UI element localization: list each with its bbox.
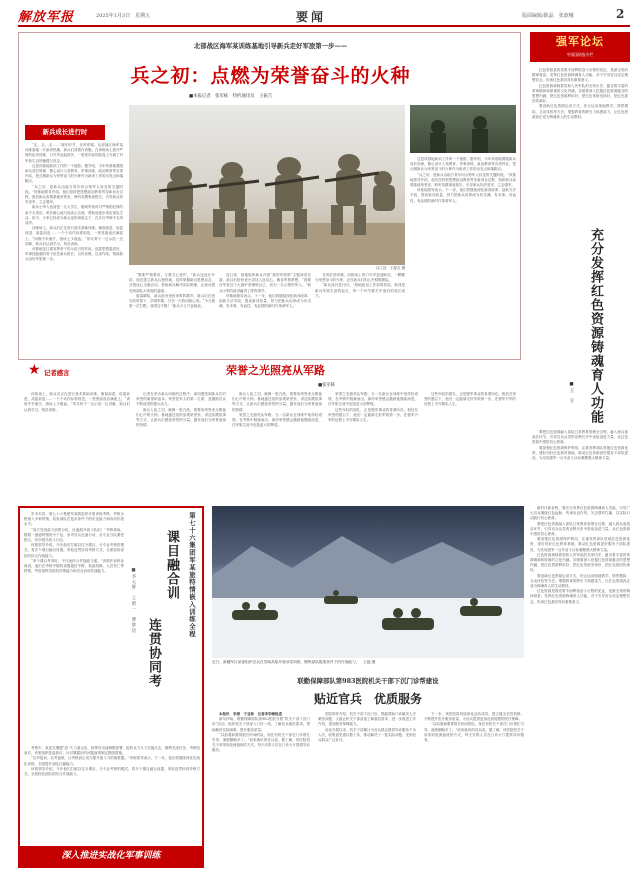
feature-p3: 新兵入伍之初，就像一张白纸，需要用荣誉来点燃他们心中的火种。基地通过组织参观荣誉室、讲述英模故事等方式，让新兵们感受荣誉的分量，激发他们为荣誉而战的热情。 — [232, 392, 322, 412]
lead-c3-p1: 连日来，基地组织新兵开展“我的军旅梦”主题演讲比赛，新兵们纷纷登台讲述入伍初心，畅谈军旅梦想。“我要在军营这个大熔炉里锤炼自己，成为一名合格的军人。”新兵小张的演讲赢得了阵阵掌声。 — [219, 273, 311, 293]
article3-col-3 — [424, 712, 524, 862]
news2-p3: 该旅领导介绍，今年他们打破以往分课目、分专业考核的模式，将多个课目融合设置，采取连贯协同考核方式，全面检验部队的综合作战能力。 — [24, 543, 124, 558]
lead-byline: ■本报记者 张军栋 特约通讯员 王振吉 — [189, 94, 273, 99]
essay-badge-sub: 中国国防报专栏 — [566, 52, 594, 57]
news2-kicker: 第七十六集团军某旅特情嵌入训练全程 — [188, 512, 196, 638]
essay-body-bottom — [532, 430, 628, 500]
masthead-editor: 版面编辑/陈晶 张歆峨 — [522, 13, 574, 19]
news2-col-bottom — [24, 746, 200, 842]
lead-c3-p2: 该基地领导表示，下一步，他们将继续深化新训改革，创新方法手段，提高新训质量，努力把新兵培养成为有灵魂、有本事、有血性、有品德的新时代革命军人。 — [219, 293, 311, 309]
news2-p2: “前方发现敌方侦察分队，迅速展开战斗队形！”考核现场，随着一道道特情指令下达，参考官兵迅速行动，各专业分队紧密配合，有序展开战斗行动。 — [24, 527, 124, 543]
article3 — [212, 672, 524, 868]
masthead-rule — [18, 25, 630, 27]
essay-author: ■王 平 — [569, 382, 574, 405]
essay-continued — [530, 506, 630, 868]
lead-c5-p2: “兵之初，是新兵由地方青年向合格军人转变的关键阶段。”该基地领导介绍，他们坚持把思想政治教育贯穿新训全过程，组织新兵参观基地荣誉室、聆听英模事迹报告，引导新兵知史爱军、立志强军。 — [410, 172, 516, 188]
lead-photo-credit — [129, 266, 405, 271]
lead-col-4 — [315, 273, 405, 357]
snow-caption: 近日，新疆军区某部组织官兵在雪域高原开展冰雪训练，锤炼部队极寒条件下的作战能力。 王越 摄 — [212, 660, 376, 664]
article3-p6: “以前看病要排很长时间的队，现在有机关干部在门诊帮忙引导，流程顺畅多了。”前来就诊的官兵说。据了解，该医院机关干部采取轮流值班的方式，每天安排人员在门诊大厅提供导诊服务。 — [424, 722, 524, 743]
lead-photo-inset-1 — [410, 105, 516, 153]
article3-col-2 — [318, 712, 416, 862]
inset-1-illustration — [410, 105, 516, 153]
feature-kicker-wrap — [28, 364, 110, 382]
snow-photo — [212, 506, 524, 658]
feature-p5: 荣誉之光照亮从军路。当一名新兵在训练中取得好成绩，在考核中脱颖而出，那份荣誉感会激励他继续前进，在军旅生涯中创造更大的辉煌。 — [328, 392, 418, 407]
essay-p5: 要加强红色资源保护利用，注重发挥部队驻地红色资源优势，建好用好红色教育基地，推动红色资源更好服务于部队建设，为实现建军一百年奋斗目标凝聚强大精神力量。 — [532, 445, 628, 461]
news2-p5: 考核中，某连在遭遇“敌”火力袭击后，指挥员迅速调整部署，组织兵力火力实施反击，顺利完成任务。考核结束后，该旅组织复盘检讨，针对暴露出的问题逐项制定整改措施。 — [24, 746, 200, 756]
essay-column — [530, 32, 630, 502]
feature-col-0 — [24, 392, 130, 496]
lead-subhead-label: 新兵成长进行时 — [42, 128, 88, 136]
lead-col-5 — [410, 157, 516, 357]
news2-byline: ■李大辉 王昭一 曹梦洁 — [131, 568, 136, 634]
lead-col-3 — [219, 273, 311, 357]
lead-c4-p1: 北风依旧呼啸，训练场上的口号声更加响亮。一颗颗为荣誉奋斗的火种，正在新兵们的心中熊熊燃烧。 — [315, 273, 405, 283]
article3-p3: 医院领导介绍，机关干部下沉门诊，既能帮助门诊解决人手紧张问题，又能让机关干部直接了解基层需求，进一步改进工作作风，提高服务保障能力。 — [318, 712, 416, 727]
feature-kicker: 记者感言 — [44, 369, 70, 377]
lead-photo-credit-a: 兵之初 — [375, 266, 387, 270]
article3-byline: 本报讯 李清 于亚林 记者李学峰报道 — [219, 712, 282, 716]
news2-bottom-banner-text: 深入推进实战化军事训练 — [61, 851, 161, 861]
feature-col-1 — [136, 392, 226, 496]
news2-p7: 该旅领导介绍，今年他们打破以往分课目、分专业考核的模式，将多个课目融合设置，采取连贯协同考核方式，全面检验部队的综合作战能力。 — [24, 766, 200, 777]
news2-col-right — [24, 512, 124, 742]
lead-c4-p2: “新兵成长进行时。”基地政治工作部领导说，新训是新兵军旅生涯的起点，每一个环节都关乎他们的成长成才。 — [315, 283, 405, 298]
lead-p3b: 该基地还注重发挥骨干的示范引领作用，选拔思想素质好、军事技能强的骨干担任新兵班长，言传身教、以身作则，帮助新兵迈好军旅第一步。 — [25, 247, 123, 262]
essay-title: 充分发挥红色资源铸魂育人功能 — [588, 228, 603, 424]
lead-photo-soldiers — [129, 105, 405, 265]
feature-col-3 — [328, 392, 418, 496]
lead-subhead — [25, 125, 105, 140]
article3-p2: “以前看病要排很长时间的队，现在有机关干部在门诊帮忙引导，流程顺畅多了。”前来就诊的官兵说。据了解，该医院机关干部采取轮流值班的方式，每天安排人员在门诊大厅提供导诊服务。 — [212, 732, 310, 753]
news2-title-b: 连贯协同考 — [146, 618, 161, 688]
essay-p9: 红色资源承载着党和人民军队的光荣历史，蕴含着丰富的革命精神和厚重的文化内涵。各级要深入挖掘红色资源蕴含的思想内涵，把红色资源利用好、把红色传统发扬好、把红色基因传承好。 — [530, 552, 630, 573]
lead-article — [18, 32, 521, 360]
essay-badge-title: 强军论坛 — [556, 35, 604, 48]
essay-p10: 要创新红色资源运用方式，综合运用现地教学、情景模拟、互动体验等方法，增强教育的吸引力和感染力，让红色资源真正成为铸魂育人的生动教材。 — [530, 573, 630, 589]
lead-col-1 — [25, 143, 123, 355]
essay-body-top — [532, 68, 628, 222]
news2-bottom-banner — [20, 846, 202, 866]
feature-p0: 训练场上，新兵们正在进行战术基础训练。匍匐前进、低姿前进、高姿前进……一个个动作标准规范，一张张脸庞沾满泥土。“训练中多流汗，战场上少流血。”带兵骨干一边示范一边讲解，新兵们认真学习、刻苦训练。 — [24, 392, 130, 412]
masthead-date: 2025年1月3日 星期五 — [96, 13, 151, 19]
feature-title: 荣誉之光照亮从军路 — [226, 364, 325, 377]
feature-p2: 新兵入伍之初，就像一张白纸，需要用荣誉来点燃他们心中的火种。基地通过组织参观荣誉室、讲述英模故事等方式，让新兵们感受荣誉的分量，激发他们为荣誉而战的热情。 — [136, 407, 226, 428]
lead-p1: “走，走，走……”凛冬时节，北风呼啸。北部战区海军某训练基地一片新训热潮。新兵们身着作训服，在训练场上展开严格的队列训练，口号声此起彼伏，一张张年轻的脸庞上写满了对军营生活的憧憬与坚定。 — [25, 143, 123, 163]
article3-title: 贴近官兵 优质服务 — [313, 692, 422, 706]
lead-p2b: 训练场上，新兵们正在进行战术基础训练。匍匐前进、低姿前进、高姿前进……一个个动作标准规范，一张张脸庞沾满泥土。“训练中多流汗，战场上少流血。”带兵骨干一边示范一边讲解，新兵们认真学习、刻苦训练。 — [25, 226, 123, 246]
feature-col-4 — [424, 392, 516, 496]
lead-photo-credit-b: 王振吉 摄 — [389, 266, 405, 270]
essay-p11: 红色资源是我党艰辛而辉煌奋斗历程的见证，是最宝贵的精神财富。发挥红色资源铸魂育人功能，对于引导官兵坚定理想信念、传承红色基因具有重要意义。 — [530, 589, 630, 604]
lead-p2: 这是该基地新训工作的一个缩影。据介绍，今年该基地着眼新兵成长规律，精心设计入营教育、军事训练、政治教育等各项内容，把点燃新兵为荣誉奋斗的火种作为新训工作的出发点和落脚点。 — [25, 163, 123, 184]
feature-p7: 这些年轻的面孔，正是强军事业的希望所在。相信在荣誉的感召下，他们一定能够走好军旅第一步，在强军兴军的征程上书写精彩人生。 — [424, 392, 516, 407]
article3-kicker: 联勤保障部队第983医院机关干部下沉门诊帮建设 — [297, 677, 439, 685]
news2-p6: “以考促训、以考促练，让考核真正成为提升战斗力的助推器。”该旅领导表示，下一步，他们将继续深化实战化训练，全面提升部队打赢能力。 — [24, 756, 200, 766]
feature-p1: 记者在采访新兵训练的过程中，深切感受到新兵们对荣誉的渴望和追求。荣誉是军人的第二生命，是激励官兵不断前进的强大动力。 — [136, 392, 226, 407]
lead-c2-p2: 夜幕降临，新兵宿舍里传来阵阵歌声。新兵们在班长的带领下，学唱军歌，分享一天的训练心得。“今天我第一次打靶，成绩还不错！”新兵小王兴奋地说。 — [129, 293, 215, 309]
news2-p1: 岁末年初，第七十六集团军某旅组织年度训练考核，考核全程嵌入多种特情，检验部队在复杂条件下的应变能力和协同作战水平。 — [24, 512, 124, 527]
lead-title: 兵之初：点燃为荣誉奋斗的火种 — [130, 65, 411, 87]
lead-c5-p3: 该基地领导表示，下一步，他们将继续深化新训改革，创新方法手段，提高新训质量，努力把新兵培养成为有灵魂、有本事、有血性、有品德的新时代革命军人。 — [410, 188, 516, 203]
masthead — [18, 6, 630, 24]
feature-author: ■张军栋 — [318, 383, 336, 388]
feature-article — [18, 362, 521, 502]
essay-badge — [530, 32, 630, 62]
feature-p4: 荣誉之光照亮从军路。当一名新兵在训练中取得好成绩，在考核中脱颖而出，那份荣誉感会激励他继续前进，在军旅生涯中创造更大的辉煌。 — [232, 412, 322, 428]
article3-p5: 下一步，该医院将持续深化活动成效，建立健全长效机制，不断提升医疗服务质量，为官兵提供更加优质便捷的医疗保障。 — [424, 712, 524, 722]
essay-p1: 红色资源是我党艰辛而辉煌奋斗历程的见证，是最宝贵的精神财富。发挥红色资源铸魂育人功能，对于引导官兵坚定理想信念、传承红色基因具有重要意义。 — [532, 68, 628, 83]
soldiers-illustration — [129, 105, 405, 265]
article3-col-1 — [212, 712, 310, 862]
lead-kicker: 北部战区海军某训练基地引导新兵走好军旅第一步—— — [193, 42, 348, 50]
snow-illustration — [212, 506, 524, 658]
lead-c5-p1: 这是该基地新训工作的一个缩影。据介绍，今年该基地着眼新兵成长规律，精心设计入营教育、军事训练、政治教育等各项内容，把点燃新兵为荣誉奋斗的火种作为新训工作的出发点和落脚点。 — [410, 157, 516, 172]
essay-p8: 要加强红色资源保护利用，注重发挥部队驻地红色资源优势，建好用好红色教育基地，推动红色资源更好服务于部队建设，为实现建军一百年奋斗目标凝聚强大精神力量。 — [530, 537, 630, 552]
feature-p6: 这些年轻的面孔，正是强军事业的希望所在。相信在荣誉的感召下，他们一定能够走好军旅第一步，在强军兴军的征程上书写精彩人生。 — [328, 407, 418, 423]
lead-p4: 新兵小李入伍前是一名大学生，刚到军营时对严格的纪律约束不太适应。班长耐心地与他谈心交流，帮助他逐步适应部队生活。如今，小李已经成为新兵连的训练尖子，在多次考核中名列前茅。 — [25, 205, 123, 226]
article3-p4: 活动开展以来，机关干部累计为官兵群众提供导诊服务千余人次，收集意见建议数十条，推动解决了一批实际问题，受到官兵群众广泛好评。 — [318, 727, 416, 743]
essay-p7: 要把红色资源融入部队日常教育管理全过程，融入练兵备战各环节，引导官兵从党的光辉历史中汲取奋进力量，从红色资源中感悟初心使命。 — [530, 521, 630, 537]
article3-p1: 新年伊始，联勤保障部队第983医院开展“机关干部下沉门诊”活动，组织机关干部深入门诊一线，了解官兵就医需求，帮助解决实际困难，提升服务质量。 — [212, 717, 310, 732]
news2-title-a: 课目融合训 — [164, 530, 179, 600]
news2-article — [18, 506, 204, 868]
essay-p6: 新时代新征程，要充分发挥红色资源铸魂育人功能，引导广大官兵赓续红色血脉，传承优良作风，矢志强军打赢，以实际行动践行初心使命。 — [530, 506, 630, 521]
essay-p3: 要创新红色资源运用方式，综合运用现地教学、情景模拟、互动体验等方法，增强教育的吸引力和感染力，让红色资源真正成为铸魂育人的生动教材。 — [532, 104, 628, 119]
masthead-logo: 解放军报 — [18, 10, 75, 25]
feature-col-2 — [232, 392, 322, 496]
page-number: 2 — [616, 7, 625, 21]
essay-p4: 要把红色资源融入部队日常教育管理全过程，融入练兵备战各环节，引导官兵从党的光辉历史中汲取奋进力量，从红色资源中感悟初心使命。 — [532, 430, 628, 445]
news2-p4: “单个课目考得好，不代表综合作战能力强。”该旅作训科参谋说，他们在考核中随机设置通信中断、装备故障、人员伤亡等特情，考验指挥员临机决策能力和官兵协同作战能力。 — [24, 558, 124, 574]
lead-col-2 — [129, 273, 215, 357]
lead-c2-p1: “既要严格要求，又要关心爱护。”新兵连连长介绍，他们建立新兵心理档案，及时掌握新兵思想动态，开展谈心交流活动，帮助新兵解决实际困难，让新兵感受到部队大家庭的温暖。 — [129, 273, 215, 293]
section-title: 要闻 — [296, 10, 327, 24]
essay-p2: 红色资源承载着党和人民军队的光荣历史，蕴含着丰富的革命精神和厚重的文化内涵。各级要深入挖掘红色资源蕴含的思想内涵，把红色资源利用好、把红色传统发扬好、把红色基因传承好。 — [532, 83, 628, 104]
star-icon: ★ — [28, 362, 41, 378]
lead-p3: “兵之初，是新兵由地方青年向合格军人转变的关键阶段。”该基地领导介绍，他们坚持把思想政治教育贯穿新训全过程，组织新兵参观基地荣誉室、聆听英模事迹报告，引导新兵知史爱军、立志强军。 — [25, 184, 123, 205]
